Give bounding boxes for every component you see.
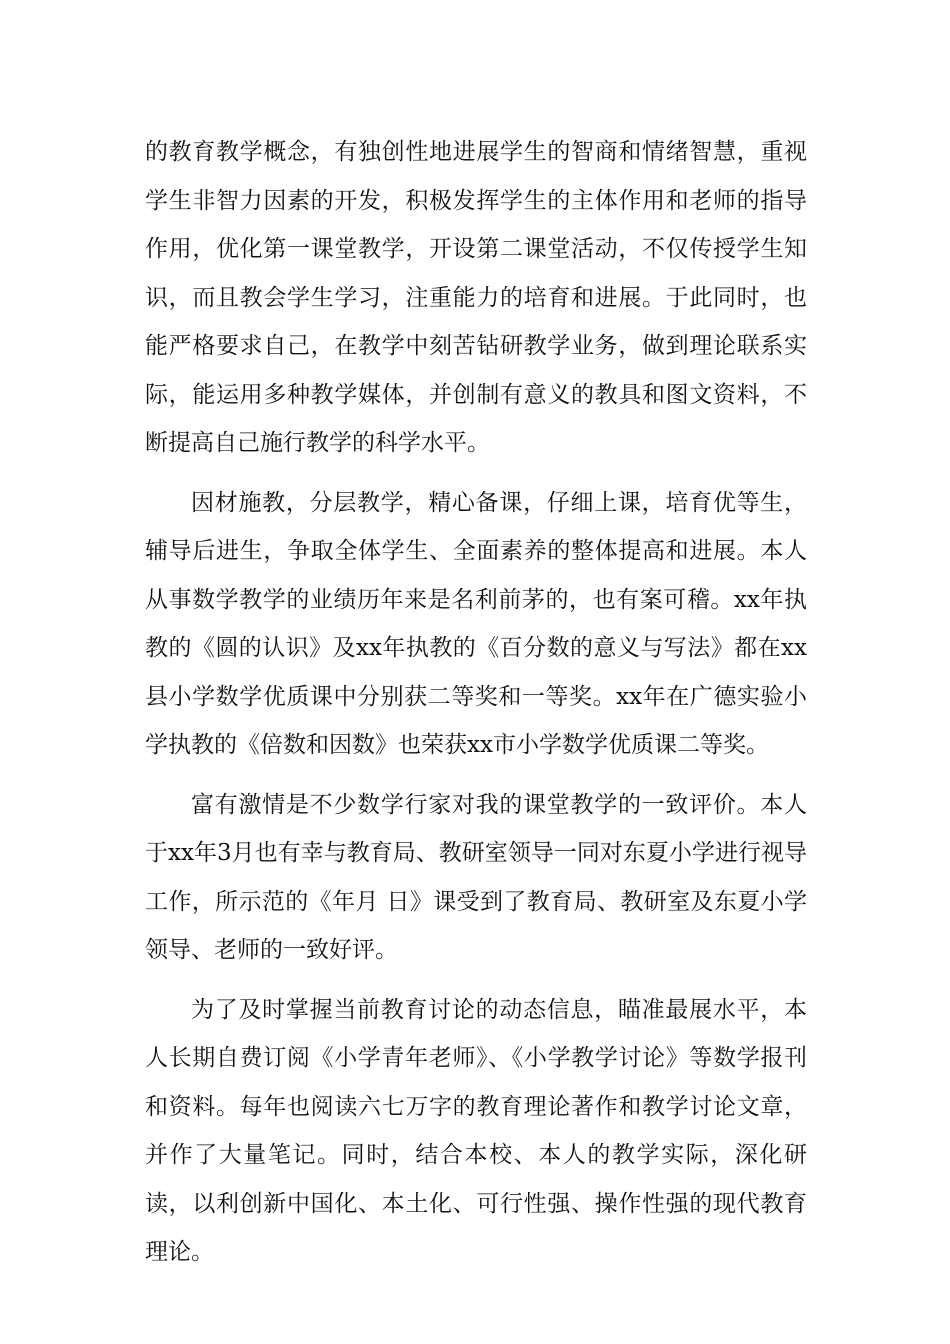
paragraph-4: 为了及时掌握当前教育讨论的动态信息，瞄准最展水平，本人长期自费订阅《小学青年老师》、《小学教学讨论》等数学报刊和资料。每年也阅读六七万字的教育理论著作和教学讨论文章，并作了大量笔记。同时，结合本校、本人的教学实际，深化研读，以利创新中国化、本土化、可行性强、操作性强的现代教育理论。 (145, 996, 807, 1265)
paragraph-2: 因材施教，分层教学，精心备课，仔细上课，培育优等生，辅导后进生，争取全体学生、全面素养的整体提高和进展。本人从事数学教学的业绩历年来是名利前茅的，也有案可稽。xx年执教的《圆的认识》及xx年执教的《百分数的意义与写法》都在xx县小学数学优质课中分别获二等奖和一等奖。xx年在广德实验小学执教的《倍数和因数》也荣获xx市小学数学优质课二等奖。 (145, 489, 807, 758)
paragraph-1: 的教育教学概念，有独创性地进展学生的智商和情绪智慧，重视学生非智力因素的开发，积极发挥学生的主体作用和老师的指导作用，优化第一课堂教学，开设第二课堂活动，不仅传授学生知识，而且教会学生学习，注重能力的培育和进展。于此同时，也能严格要求自己，在教学中刻苦钻研教学业务，做到理论联系实际，能运用多种教学媒体，并创制有意义的教具和图文资料，不断提高自己施行教学的科学水平。 (145, 139, 807, 456)
paragraph-3: 富有激情是不少数学行家对我的课堂教学的一致评价。本人于xx年3月也有幸与教育局、教研室领导一同对东夏小学进行视导工作，所示范的《年月 日》课受到了教育局、教研室及东夏小学领导、老师的一致好评。 (145, 791, 807, 963)
document-body (145, 128, 807, 1288)
